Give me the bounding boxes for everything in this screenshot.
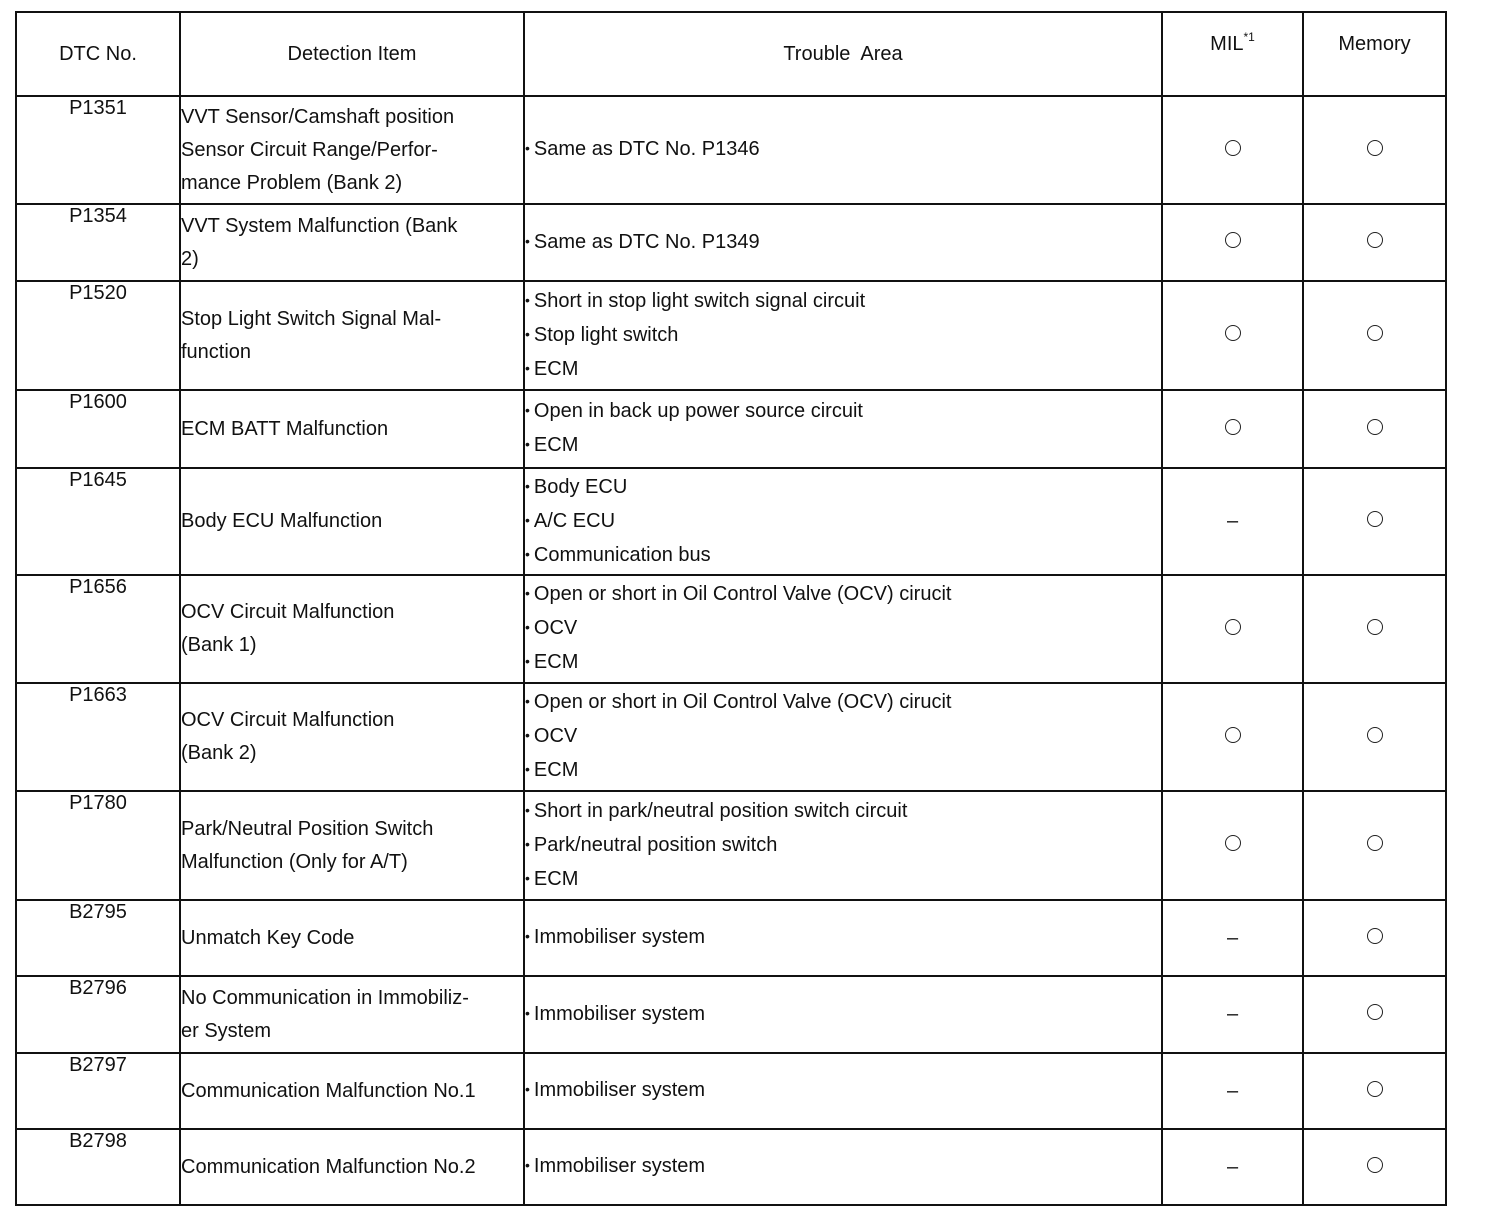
trouble-area-item bbox=[525, 395, 1161, 429]
bullet-icon: • bbox=[525, 869, 530, 886]
dtc-code: P1780 bbox=[16, 791, 180, 900]
bullet-icon: • bbox=[525, 761, 530, 777]
circle-icon bbox=[1367, 1004, 1383, 1020]
bullet-icon: • bbox=[525, 585, 530, 601]
trouble-area-item bbox=[525, 429, 1161, 463]
circle-icon bbox=[1367, 140, 1383, 156]
bullet-icon: • bbox=[525, 653, 530, 669]
detection-item-line: function bbox=[181, 340, 252, 363]
circle-icon bbox=[1367, 1081, 1383, 1097]
table-row bbox=[16, 390, 1446, 468]
trouble-area-text: Immobiliser system bbox=[533, 1155, 706, 1177]
trouble-area bbox=[524, 1053, 1162, 1129]
dtc-code: B2797 bbox=[16, 1053, 180, 1129]
trouble-area-item bbox=[525, 795, 1161, 829]
trouble-area bbox=[524, 1129, 1162, 1205]
dtc-code: B2796 bbox=[16, 976, 180, 1053]
memory-status bbox=[1303, 468, 1446, 575]
circle-icon bbox=[1225, 619, 1241, 635]
table-row bbox=[16, 96, 1446, 204]
header-mil bbox=[1162, 12, 1303, 96]
header-detection-item: Detection Item bbox=[180, 12, 524, 96]
trouble-area-item bbox=[525, 285, 1161, 319]
header-trouble-area bbox=[524, 12, 1162, 96]
dtc-code: B2795 bbox=[16, 900, 180, 976]
trouble-area-text: Same as DTC No. P1346 bbox=[533, 138, 760, 160]
bullet-icon: • bbox=[525, 140, 530, 156]
trouble-area-text: Short in park/neutral position switch circuit bbox=[533, 799, 908, 822]
table-row bbox=[16, 204, 1446, 281]
trouble-area-item bbox=[525, 1150, 1161, 1184]
bullet-icon: • bbox=[525, 693, 530, 709]
trouble-area-item bbox=[525, 1074, 1161, 1108]
trouble-area-text: A/C ECU bbox=[533, 509, 616, 532]
memory-status bbox=[1303, 900, 1446, 976]
trouble-area-text: Open or short in Oil Control Valve (OCV) cirucit bbox=[533, 691, 952, 713]
trouble-area-item bbox=[525, 921, 1161, 955]
dtc-table-body bbox=[16, 96, 1446, 1205]
dtc-code: P1351 bbox=[16, 96, 180, 204]
detection-item-line: (Bank 1) bbox=[181, 634, 257, 656]
detection-item bbox=[180, 976, 524, 1053]
detection-item bbox=[180, 204, 524, 281]
trouble-area-item bbox=[525, 319, 1161, 353]
detection-item-line: OCV Circuit Malfunction bbox=[181, 601, 395, 623]
trouble-area-item bbox=[525, 686, 1161, 720]
memory-status bbox=[1303, 390, 1446, 468]
trouble-area-text: Open in back up power source circuit bbox=[533, 400, 863, 422]
table-row bbox=[16, 468, 1446, 575]
detection-item-line: Sensor Circuit Range/Perfor- bbox=[181, 138, 438, 161]
detection-item-line: (Bank 2) bbox=[181, 742, 257, 764]
bullet-icon: • bbox=[525, 402, 530, 418]
trouble-area-text: Stop light switch bbox=[533, 323, 679, 346]
bullet-icon: • bbox=[525, 727, 530, 743]
memory-status bbox=[1303, 683, 1446, 791]
trouble-area bbox=[524, 900, 1162, 976]
trouble-area-text: ECM bbox=[533, 651, 579, 673]
memory-status bbox=[1303, 204, 1446, 281]
mil-status bbox=[1162, 204, 1303, 281]
detection-item bbox=[180, 1053, 524, 1129]
dtc-code: P1656 bbox=[16, 575, 180, 683]
header-row bbox=[16, 12, 1446, 96]
trouble-area-text: OCV bbox=[533, 617, 578, 639]
detection-item-line: No Communication in Immobiliz- bbox=[181, 986, 469, 1009]
circle-icon bbox=[1367, 325, 1383, 341]
trouble-area-text: ECM bbox=[533, 357, 579, 380]
bullet-icon: • bbox=[525, 359, 530, 376]
trouble-area-item bbox=[525, 539, 1161, 573]
memory-status bbox=[1303, 96, 1446, 204]
mil-status bbox=[1162, 1053, 1303, 1129]
dtc-code: P1645 bbox=[16, 468, 180, 575]
trouble-area-item bbox=[525, 998, 1161, 1032]
trouble-area-text: Immobiliser system bbox=[533, 1079, 706, 1101]
detection-item bbox=[180, 468, 524, 575]
bullet-icon: • bbox=[525, 1157, 530, 1173]
trouble-area-item bbox=[525, 226, 1161, 260]
detection-item bbox=[180, 791, 524, 900]
trouble-area-text: ECM bbox=[533, 759, 579, 781]
trouble-area-text: Short in stop light switch signal circuit bbox=[533, 289, 866, 312]
bullet-icon: • bbox=[525, 928, 530, 944]
bullet-icon: • bbox=[525, 619, 530, 635]
trouble-area-text: Immobiliser system bbox=[533, 1002, 706, 1025]
trouble-area-item bbox=[525, 505, 1161, 539]
bullet-icon: • bbox=[525, 325, 530, 342]
dash-icon: – bbox=[1226, 510, 1239, 532]
table-row bbox=[16, 791, 1446, 900]
detection-item-line: mance Problem (Bank 2) bbox=[181, 171, 403, 194]
bullet-icon: • bbox=[525, 511, 530, 528]
detection-item bbox=[180, 281, 524, 390]
circle-icon bbox=[1367, 1157, 1383, 1173]
detection-item-line: VVT Sensor/Camshaft position bbox=[181, 105, 455, 128]
circle-icon bbox=[1367, 232, 1383, 248]
header-mil-label: MIL bbox=[1210, 33, 1244, 55]
detection-item bbox=[180, 900, 524, 976]
bullet-icon: • bbox=[525, 545, 530, 562]
trouble-area-item bbox=[525, 353, 1161, 387]
bullet-icon: • bbox=[525, 477, 530, 494]
detection-item-line: Body ECU Malfunction bbox=[181, 510, 383, 532]
circle-icon bbox=[1225, 325, 1241, 341]
trouble-area-item bbox=[525, 829, 1161, 863]
circle-icon bbox=[1225, 419, 1241, 435]
trouble-area-text: Same as DTC No. P1349 bbox=[533, 230, 760, 253]
trouble-area-text: ECM bbox=[533, 434, 579, 456]
dash-icon: – bbox=[1226, 1155, 1239, 1178]
trouble-area-text: OCV bbox=[533, 725, 578, 747]
trouble-area bbox=[524, 976, 1162, 1053]
trouble-area-item bbox=[525, 754, 1161, 788]
detection-item-line: Unmatch Key Code bbox=[181, 926, 355, 949]
circle-icon bbox=[1367, 835, 1383, 851]
detection-item bbox=[180, 575, 524, 683]
trouble-area-item bbox=[525, 471, 1161, 505]
dtc-code: P1600 bbox=[16, 390, 180, 468]
trouble-area-text: Park/neutral position switch bbox=[533, 833, 778, 856]
detection-item-line: ECM BATT Malfunction bbox=[181, 417, 389, 440]
header-dtc-no: DTC No. bbox=[16, 12, 180, 96]
detection-item-line: Stop Light Switch Signal Mal- bbox=[181, 307, 442, 330]
memory-status bbox=[1303, 1053, 1446, 1129]
circle-icon bbox=[1367, 619, 1383, 635]
detection-item-line: Communication Malfunction No.1 bbox=[181, 1079, 476, 1102]
detection-item-line: er System bbox=[181, 1019, 272, 1042]
dtc-code: P1354 bbox=[16, 204, 180, 281]
mil-status bbox=[1162, 1129, 1303, 1205]
dtc-code: P1520 bbox=[16, 281, 180, 390]
table-row bbox=[16, 683, 1446, 791]
trouble-area-text: Communication bus bbox=[533, 543, 711, 566]
bullet-icon: • bbox=[525, 1081, 530, 1097]
detection-item-line: OCV Circuit Malfunction bbox=[181, 709, 395, 731]
mil-status bbox=[1162, 791, 1303, 900]
circle-icon bbox=[1225, 835, 1241, 851]
bullet-icon: • bbox=[525, 291, 530, 308]
table-row bbox=[16, 900, 1446, 976]
bullet-icon: • bbox=[525, 801, 530, 818]
mil-status bbox=[1162, 390, 1303, 468]
header-mil-footnote: *1 bbox=[1243, 30, 1255, 44]
mil-status bbox=[1162, 468, 1303, 575]
detection-item bbox=[180, 683, 524, 791]
trouble-area bbox=[524, 204, 1162, 281]
detection-item bbox=[180, 390, 524, 468]
circle-icon bbox=[1367, 727, 1383, 743]
dtc-table bbox=[15, 11, 1447, 1206]
trouble-area bbox=[524, 468, 1162, 575]
header-memory: Memory bbox=[1303, 12, 1446, 96]
trouble-area-text: ECM bbox=[533, 867, 579, 890]
circle-icon bbox=[1225, 140, 1241, 156]
memory-status bbox=[1303, 1129, 1446, 1205]
dtc-code: P1663 bbox=[16, 683, 180, 791]
bullet-icon: • bbox=[525, 835, 530, 852]
memory-status bbox=[1303, 976, 1446, 1053]
circle-icon bbox=[1225, 727, 1241, 743]
memory-status bbox=[1303, 791, 1446, 900]
memory-status bbox=[1303, 575, 1446, 683]
trouble-area bbox=[524, 281, 1162, 390]
trouble-area-item bbox=[525, 863, 1161, 897]
bullet-icon: • bbox=[525, 436, 530, 452]
trouble-area-text: Open or short in Oil Control Valve (OCV) cirucit bbox=[533, 583, 952, 605]
dash-icon: – bbox=[1226, 1003, 1239, 1025]
trouble-area-item bbox=[525, 720, 1161, 754]
trouble-area bbox=[524, 96, 1162, 204]
trouble-area-item bbox=[525, 646, 1161, 680]
memory-status bbox=[1303, 281, 1446, 390]
detection-item-line: Communication Malfunction No.2 bbox=[181, 1155, 476, 1178]
bullet-icon: • bbox=[525, 232, 530, 249]
circle-icon bbox=[1367, 928, 1383, 944]
circle-icon bbox=[1225, 232, 1241, 248]
dash-icon: – bbox=[1226, 926, 1239, 949]
trouble-area-item bbox=[525, 578, 1161, 612]
trouble-area-text: Immobiliser system bbox=[533, 926, 706, 948]
table-row bbox=[16, 1053, 1446, 1129]
mil-status bbox=[1162, 575, 1303, 683]
circle-icon bbox=[1367, 511, 1383, 527]
table-row bbox=[16, 1129, 1446, 1205]
trouble-area bbox=[524, 390, 1162, 468]
mil-status bbox=[1162, 900, 1303, 976]
header-trouble-area-label: Trouble Area bbox=[783, 42, 903, 65]
mil-status bbox=[1162, 281, 1303, 390]
trouble-area bbox=[524, 791, 1162, 900]
mil-status bbox=[1162, 683, 1303, 791]
trouble-area-text: Body ECU bbox=[533, 475, 628, 498]
bullet-icon: • bbox=[525, 1004, 530, 1021]
trouble-area bbox=[524, 575, 1162, 683]
table-row bbox=[16, 575, 1446, 683]
trouble-area-item bbox=[525, 133, 1161, 167]
table-row bbox=[16, 281, 1446, 390]
trouble-area bbox=[524, 683, 1162, 791]
dash-icon: – bbox=[1226, 1079, 1239, 1102]
dtc-code: B2798 bbox=[16, 1129, 180, 1205]
detection-item-line: Park/Neutral Position Switch bbox=[181, 817, 434, 840]
detection-item bbox=[180, 96, 524, 204]
detection-item-line: Malfunction (Only for A/T) bbox=[181, 850, 408, 873]
mil-status bbox=[1162, 96, 1303, 204]
mil-status bbox=[1162, 976, 1303, 1053]
circle-icon bbox=[1367, 419, 1383, 435]
detection-item bbox=[180, 1129, 524, 1205]
detection-item-line: 2) bbox=[181, 247, 199, 270]
trouble-area-item bbox=[525, 612, 1161, 646]
detection-item-line: VVT System Malfunction (Bank bbox=[181, 214, 458, 237]
table-row bbox=[16, 976, 1446, 1053]
